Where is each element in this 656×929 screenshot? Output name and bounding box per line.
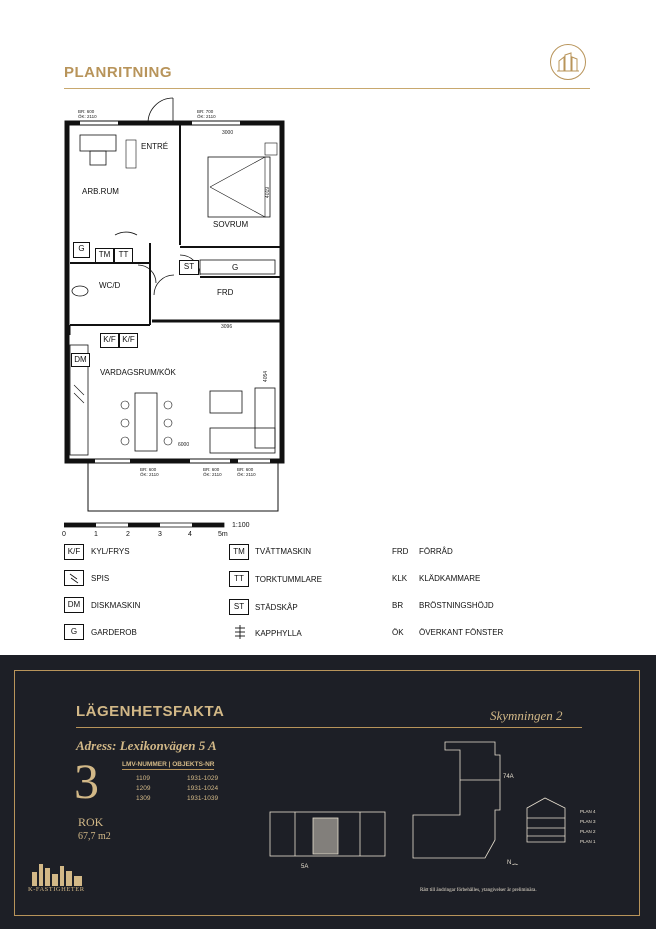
page-title: PLANRITNING <box>64 64 172 81</box>
floor-label: PLAN 1 <box>580 839 596 844</box>
lmv-number: 1109 <box>136 775 150 782</box>
north-label: N <box>507 860 512 866</box>
scale-tick: 5m <box>218 531 228 538</box>
skyline-logo-icon <box>28 858 88 888</box>
table-row <box>187 775 218 782</box>
table-row <box>136 775 150 782</box>
legend-dm-label: DISKMASKIN <box>91 601 141 610</box>
legend-klk-abbr: KLK <box>392 574 408 583</box>
table-header: LMV-NUMMER | OBJEKTS-NR <box>122 761 215 768</box>
legend-tt-symbol: TT <box>229 571 249 587</box>
legend-tm-label: TVÄTTMASKIN <box>255 547 312 556</box>
building-logo-icon <box>550 44 586 80</box>
window-dim-top-right: BR: 700 ÖK: 2110 <box>197 109 216 119</box>
legend-kf-symbol: K/F <box>64 544 84 560</box>
window-dim-bottom-3: BR: 600 ÖK: 2110 <box>237 467 256 477</box>
floor-plan <box>60 95 290 515</box>
room-count: 3 <box>74 753 99 809</box>
legend-br-abbr: BR <box>392 601 404 610</box>
legend-g-label: GARDEROB <box>91 628 137 637</box>
legend-dm-symbol: DM <box>64 597 84 613</box>
site-label-5a: 5A <box>301 864 309 870</box>
legend-kf-label: KYL/FRYS <box>91 547 130 556</box>
address: Adress: Lexikonvägen 5 A <box>76 738 217 753</box>
facts-divider <box>76 727 582 728</box>
legend-spis-label: SPIS <box>91 574 110 583</box>
scale-tick: 1 <box>94 531 98 538</box>
legend-frd-label: FÖRRÅD <box>419 547 453 556</box>
dim-3096: 3096 <box>221 324 233 330</box>
dim-3000: 3000 <box>222 130 234 136</box>
room-wc-dusch: WC/D <box>99 281 121 290</box>
room-sovrum: SOVRUM <box>213 220 249 229</box>
object-number: 1931-1024 <box>187 785 219 792</box>
legend-kapphylla-label: KAPPHYLLA <box>255 629 302 638</box>
legend-tt-label: TORKTUMMLARE <box>255 575 322 584</box>
dim-6000: 6000 <box>178 442 190 448</box>
window-dim-bottom-1: BR: 600 ÖK: 2110 <box>140 467 159 477</box>
fridge-freezer-box-1: K/F <box>100 333 119 348</box>
floor-label: PLAN 2 <box>580 829 596 834</box>
legend-st-symbol: ST <box>229 599 249 615</box>
window-dim-bottom-2: BR: 600 ÖK: 2110 <box>203 467 222 477</box>
dishwasher-box: DM <box>71 353 90 367</box>
site-plan <box>265 740 635 865</box>
table-row <box>136 785 150 792</box>
dim-4054: 4054 <box>263 370 270 383</box>
legend-frd-abbr: FRD <box>392 547 409 556</box>
scale-bar <box>64 521 234 531</box>
fridge-freezer-box-2: K/F <box>119 333 138 348</box>
scale-tick: 4 <box>188 531 192 538</box>
project-name: Skymningen 2 <box>490 708 563 723</box>
washing-machine-box: TM <box>95 248 114 263</box>
legend-tm-symbol: TM <box>229 544 249 560</box>
legend-ok-label: ÖVERKANT FÖNSTER <box>419 628 504 637</box>
stove-icon <box>64 570 84 586</box>
scale-tick: 0 <box>62 531 66 538</box>
lmv-number: 1209 <box>136 785 151 792</box>
floor-label: PLAN 4 <box>580 809 596 814</box>
scale-tick: 2 <box>126 531 130 538</box>
legend-br-label: BRÖSTNINGSHÖJD <box>419 601 494 610</box>
facts-title: LÄGENHETSFAKTA <box>76 703 225 720</box>
table-row <box>187 785 218 792</box>
brand-name: K-FASTIGHETER <box>28 886 85 893</box>
table-row <box>136 795 150 802</box>
wardrobe-box: G <box>73 242 90 258</box>
title-divider <box>64 88 590 89</box>
legend-ok-abbr: ÖK <box>392 628 404 637</box>
room-forrad: FRD <box>217 288 234 297</box>
window-dim-top-left: BR: 600 ÖK: 2110 <box>78 109 97 119</box>
object-number: 1931-1029 <box>187 775 219 782</box>
legend-g-symbol: G <box>64 624 84 640</box>
living-area: 67,7 m2 <box>78 831 111 842</box>
scale-tick: 3 <box>158 531 162 538</box>
legend-klk-label: KLÄDKAMMARE <box>419 574 481 583</box>
coat-rack-icon <box>232 624 248 645</box>
dim-4019: 4019 <box>265 186 272 199</box>
cleaning-closet-box: ST <box>179 260 199 275</box>
tumble-dryer-box: TT <box>114 248 133 263</box>
wardrobe-label-sovrum: G <box>232 263 239 272</box>
site-label-74a: 74A <box>503 774 514 780</box>
room-entre: ENTRÉ <box>141 142 169 151</box>
scale-ratio: 1:100 <box>232 522 250 529</box>
lmv-number: 1309 <box>136 795 151 802</box>
table-row <box>187 795 218 802</box>
rok-label: ROK <box>78 815 104 829</box>
room-arbetsrum: ARB.RUM <box>82 187 119 196</box>
legend-st-label: STÄDSKÅP <box>255 603 298 612</box>
room-vardagsrum-kok: VARDAGSRUM/KÖK <box>100 368 176 377</box>
object-number: 1931-1039 <box>187 795 219 802</box>
floor-label: PLAN 3 <box>580 819 596 824</box>
disclaimer: Rätt till ändringar förbehålles, ytangivelser är preliminära. <box>420 888 537 893</box>
